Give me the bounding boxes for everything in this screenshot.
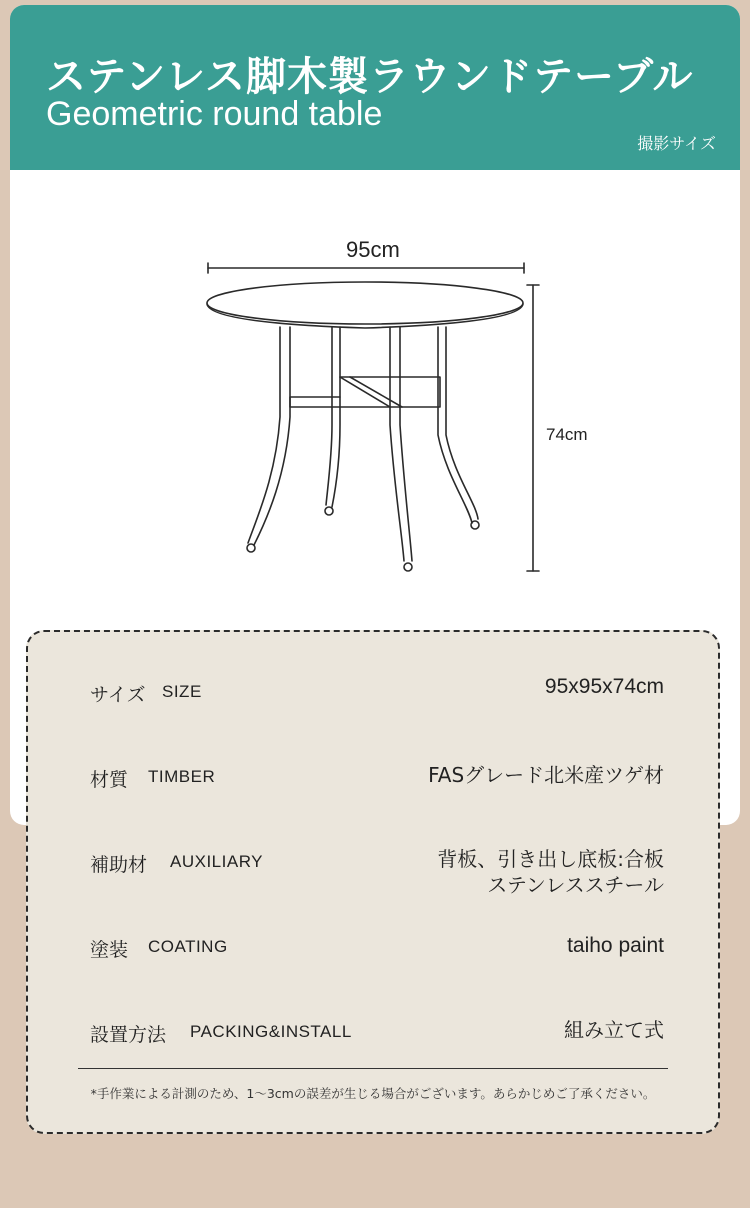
spec-label-jp: 材質 <box>90 769 129 791</box>
spec-label-en: COATING <box>148 937 228 956</box>
spec-label-jp: サイズ <box>90 684 146 706</box>
leg-back-left <box>325 327 340 515</box>
title-english: Geometric round table <box>46 95 383 133</box>
stretcher <box>290 377 440 407</box>
spec-panel <box>26 630 720 1134</box>
divider <box>78 1068 668 1069</box>
spec-value: FASグレード北米産ツゲ材 <box>428 763 664 787</box>
spec-label-en: AUXILIARY <box>170 852 264 871</box>
spec-label-en: SIZE <box>162 682 202 701</box>
spec-label-jp: 補助材 <box>90 854 148 876</box>
spec-label-jp: 塗装 <box>90 939 129 961</box>
width-label: 95cm <box>346 237 400 262</box>
title-japanese: ステンレス脚木製ラウンドテーブル <box>46 54 694 100</box>
spec-value: taiho paint <box>567 934 664 957</box>
spec-value: 組み立て式 <box>564 1018 664 1042</box>
spec-value-line-1: 背板、引き出し底板:合板 <box>437 847 664 871</box>
height-label: 74cm <box>546 425 588 444</box>
measurement-note: *手作業による計測のため、1〜3cmの誤差が生じる場合がございます。あらかじめご了承ください。 <box>90 1086 656 1101</box>
table-top <box>207 282 523 328</box>
spec-value <box>437 846 664 898</box>
spec-value: 95x95x74cm <box>544 675 664 698</box>
leg-back-right <box>438 327 479 529</box>
spec-label-en: PACKING&INSTALL <box>190 1022 352 1041</box>
photo-size-label: 撮影サイズ <box>637 134 716 153</box>
spec-label-en: TIMBER <box>148 767 216 786</box>
leg-front-right <box>390 327 412 571</box>
leg-front-left <box>247 327 290 552</box>
spec-label-jp: 設置方法 <box>90 1024 167 1046</box>
spec-value-line-2: ステンレススチール <box>487 873 664 897</box>
